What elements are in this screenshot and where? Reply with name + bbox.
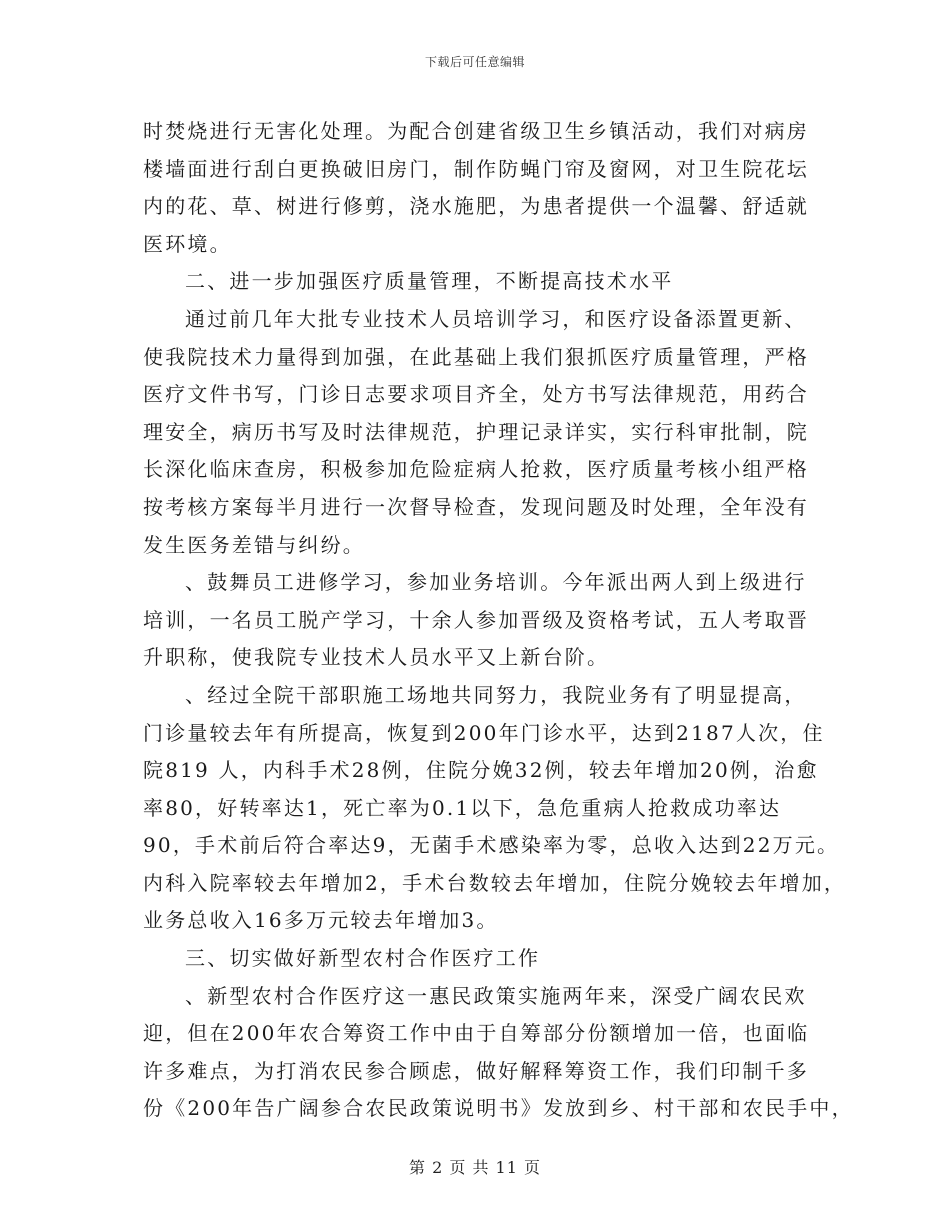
text-line: 长深化临床查房，积极参加危险症病人抢救，医疗质量考核小组严格: [143, 457, 809, 482]
text-line: 按考核方案每半月进行一次督导检查，发现问题及时处理，全年没有: [143, 494, 809, 519]
text-line: 业务总收入16多万元较去年增加3。: [143, 908, 499, 933]
text-line: 门诊量较去年有所提高，恢复到200年门诊水平，达到2187人次，住: [143, 720, 825, 745]
text-line: 理安全，病历书写及时法律规范，护理记录详实，实行科审批制，院: [143, 419, 809, 444]
text-line: 使我院技术力量得到加强，在此基础上我们狠抓医疗质量管理，严格: [143, 344, 809, 369]
text-line: 份《200年告广阔参合农民政策说明书》发放到乡、村干部和农民手中，: [143, 1096, 854, 1121]
text-line: 医疗文件书写，门诊日志要求项目齐全，处方书写法律规范，用药合: [143, 382, 809, 407]
text-line: 升职称，使我院专业技术人员水平又上新台阶。: [143, 645, 610, 670]
text-line: 院819 人，内科手术28例，住院分娩32例，较去年增加20例，治愈: [143, 758, 819, 783]
text-line: 许多难点，为打消农民参合顾虑，做好解释筹资工作，我们印制千多: [143, 1058, 809, 1083]
text-line: 率80，好转率达1，死亡率为0.1以下，急危重病人抢救成功率达: [143, 795, 782, 820]
text-line: 内科入院率较去年增加2，手术台数较去年增加，住院分娩较去年增加，: [143, 870, 847, 895]
text-line: 内的花、草、树进行修剪，浇水施肥，为患者提供一个温馨、舒适就: [143, 194, 809, 219]
section-heading: 二、进一步加强医疗质量管理，不断提高技术水平: [185, 269, 674, 294]
text-line: 医环境。: [143, 231, 232, 256]
text-line: 、新型农村合作医疗这一惠民政策实施两年来，深受广阔农民欢: [185, 983, 807, 1008]
text-line: 培训，一名员工脱产学习，十余人参加晋级及资格考试，五人考取晋: [143, 607, 809, 632]
page-footer: 第 2 页 共 11 页: [409, 1158, 541, 1177]
text-line: 时焚烧进行无害化处理。为配合创建省级卫生乡镇活动，我们对病房: [143, 119, 809, 143]
text-line: 楼墙面进行刮白更换破旧房门，制作防蝇门帘及窗网，对卫生院花坛: [143, 156, 809, 181]
text-line: 发生医务差错与纠纷。: [143, 532, 365, 557]
page-header: 下载后可任意编辑: [424, 55, 525, 69]
text-line: 、鼓舞员工进修学习，参加业务培训。今年派出两人到上级进行: [185, 570, 807, 595]
text-line: 90，手术前后符合率达9，无菌手术感染率为零，总收入达到22万元。: [143, 833, 840, 858]
text-line: 、经过全院干部职施工场地共同努力，我院业务有了明显提高，: [185, 682, 807, 707]
text-line: 通过前几年大批专业技术人员培训学习，和医疗设备添置更新、: [185, 306, 807, 331]
document-body: [143, 113, 854, 1128]
text-line: 迎，但在200年农合筹资工作中由于自筹部分份额增加一倍，也面临: [143, 1021, 810, 1046]
section-heading: 三、切实做好新型农村合作医疗工作: [185, 946, 541, 971]
